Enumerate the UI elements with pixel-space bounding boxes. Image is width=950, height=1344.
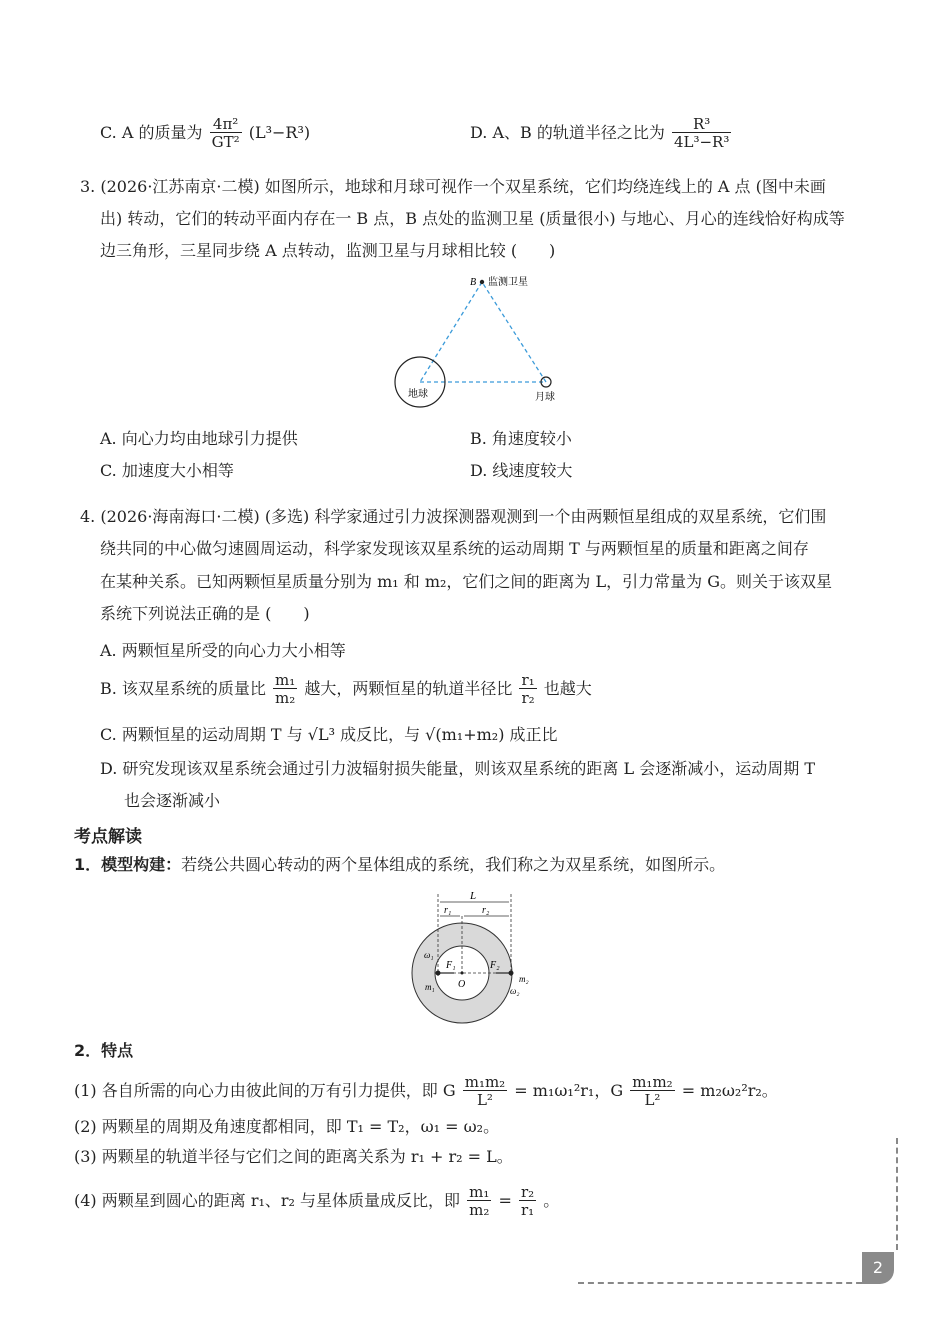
q3-option-b: B. 角速度较小 bbox=[470, 429, 572, 448]
label-moon: 月球 bbox=[535, 392, 555, 403]
q3-stem-line1: 3. (2026·江苏南京·二模) 如图所示，地球和月球可视作一个双星系统，它们均绕连线上的 A 点 (图中未画 bbox=[80, 177, 826, 196]
q3-stem-line2: 出) 转动，它们的转动平面内存在一 B 点，B 点处的监测卫星 (质量很小) 与地心、月心的连线恰好构成等 bbox=[100, 209, 845, 228]
section-p2-2: (2) 两颗星的周期及角速度都相同，即 T₁ = T₂，ω₁ = ω₂。 bbox=[74, 1117, 500, 1136]
q3-stem-line3: 边三角形，三星同步绕 A 点转动，监测卫星与月球相比较 ( ) bbox=[100, 241, 556, 260]
corner-dashed-horizontal bbox=[578, 1282, 872, 1284]
section-p2-label: 2．特点 bbox=[74, 1041, 134, 1060]
section-title: 考点解读 bbox=[74, 827, 142, 847]
q2-option-c: C. A 的质量为 $\frac{\text{4π²}}{\text{GT²}}$ (L³−R³) bbox=[100, 115, 311, 151]
q4-stem-line2: 绕共同的中心做匀速圆周运动，科学家发现该双星系统的运动周期 T 与两颗恒星的质量和距离之间存 bbox=[100, 539, 809, 558]
label-m2: m₂ bbox=[519, 974, 529, 984]
label-m1: m₁ bbox=[425, 982, 435, 992]
section-p2-1: (1) 各自所需的向心力由彼此间的万有引力提供，即 G $\frac{\text{m₁m₂}}{\text{L²}}$ = m₁ω₁²r₁，G $\frac{\text{m₁m₂}}{\text{L²}}$ = m₂ω₂²r₂。 bbox=[74, 1073, 778, 1109]
satellite-dot bbox=[480, 280, 484, 284]
q4-option-d-line1: D. 研究发现该双星系统会通过引力波辐射损失能量，则该双星系统的距离 L 会逐渐减小，运动周期 T bbox=[100, 759, 815, 778]
label-w1: ω₁ bbox=[424, 950, 434, 960]
center-o bbox=[461, 972, 464, 975]
q4-option-b: B. 该双星系统的质量比 $\frac{\text{m₁}}{\text{m₂}}$ 越大，两颗恒星的轨道半径比 $\frac{\text{r₁}}{\text{r₂}}$ 也越大 bbox=[100, 671, 592, 707]
q4-option-c: C. 两颗恒星的运动周期 T 与 √L³ 成反比，与 √(m₁+m₂) 成正比 bbox=[100, 725, 558, 744]
label-earth: 地球 bbox=[408, 389, 428, 400]
label-r1: r₁ bbox=[444, 905, 452, 916]
section-p2-4: (4) 两颗星到圆心的距离 r₁、r₂ 与星体质量成反比，即 $\frac{\text{m₁}}{\text{m₂}}$ = $\frac{\text{r₂}}{\text{r₁}}$ 。 bbox=[74, 1183, 560, 1219]
label-O: O bbox=[458, 979, 466, 990]
earth-moon-figure bbox=[390, 272, 570, 412]
q4-stem-line4: 系统下列说法正确的是 ( ) bbox=[100, 604, 310, 623]
page-number: 2 bbox=[862, 1252, 894, 1284]
label-satellite: 监测卫星 bbox=[488, 277, 528, 288]
label-F2: F₂ bbox=[490, 960, 500, 971]
q4-option-a: A. 两颗恒星所受的向心力大小相等 bbox=[100, 641, 346, 660]
label-F1: F₁ bbox=[446, 960, 456, 971]
q3-option-d: D. 线速度较大 bbox=[470, 461, 573, 480]
label-w2: ω₂ bbox=[510, 986, 520, 996]
label-b: B bbox=[470, 277, 477, 288]
section-p2-3: (3) 两颗星的轨道半径与它们之间的距离关系为 r₁ + r₂ = L。 bbox=[74, 1147, 513, 1166]
label-r2: r₂ bbox=[482, 905, 490, 916]
q3-option-c: C. 加速度大小相等 bbox=[100, 461, 234, 480]
corner-dashed-vertical bbox=[896, 1138, 898, 1250]
q4-stem-line1: 4. (2026·海南海口·二模) (多选) 科学家通过引力波探测器观测到一个由两颗恒星组成的双星系统，它们围 bbox=[80, 507, 827, 526]
q4-stem-line3: 在某种关系。已知两颗恒星质量分别为 m₁ 和 m₂，它们之间的距离为 L，引力常量为 G。则关于该双星 bbox=[100, 572, 833, 591]
q4-option-d-line2: 也会逐渐减小 bbox=[124, 791, 221, 810]
binary-star-figure bbox=[410, 886, 550, 1028]
label-L: L bbox=[470, 890, 477, 902]
section-p1: 1．模型构建：若绕公共圆心转动的两个星体组成的系统，我们称之为双星系统，如图所示。 bbox=[74, 855, 726, 874]
q2-option-d: D. A、B 的轨道半径之比为 $\frac{\text{R³}}{\text{4L³−R³}}$ bbox=[470, 115, 730, 151]
q3-option-a: A. 向心力均由地球引力提供 bbox=[100, 429, 298, 448]
